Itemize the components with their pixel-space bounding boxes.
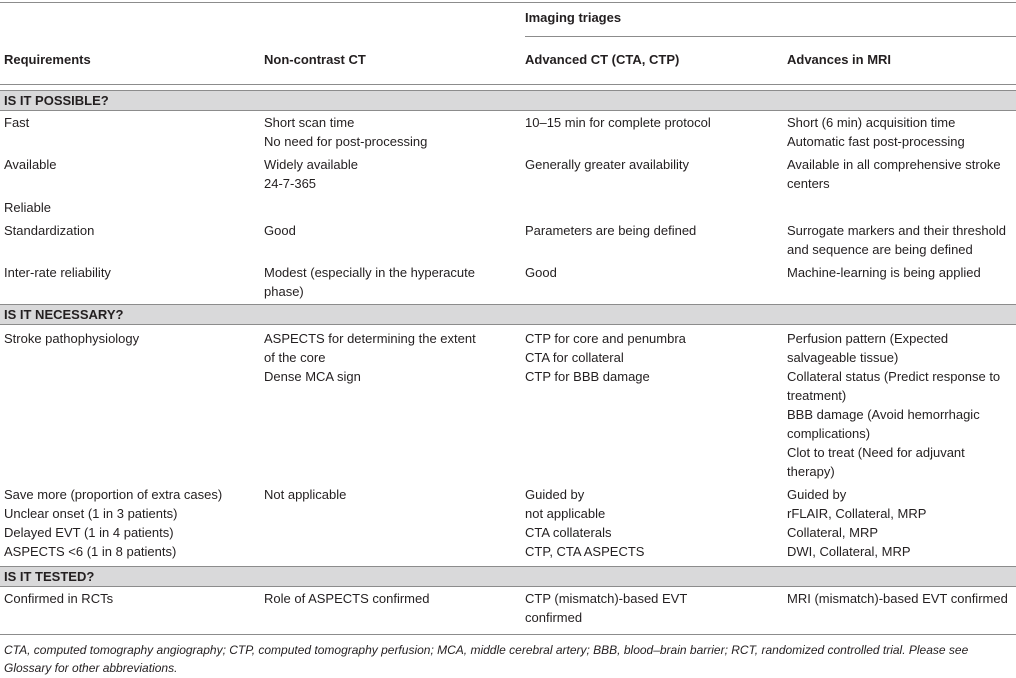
cell-line: Collateral status (Predict response to bbox=[787, 369, 1001, 384]
cell-line: CTP for BBB damage bbox=[525, 369, 650, 384]
table-cell bbox=[264, 113, 427, 151]
section-header bbox=[0, 90, 1016, 111]
cell-line: Reliable bbox=[4, 200, 51, 215]
cell-line: Guided by bbox=[525, 487, 585, 502]
cell-line: MRI (mismatch)-based EVT confirmed bbox=[787, 591, 1008, 606]
table-cell bbox=[525, 589, 687, 627]
table-cell bbox=[4, 221, 94, 240]
cell-line: therapy) bbox=[787, 464, 835, 479]
table-cell bbox=[787, 113, 965, 151]
table-cell bbox=[4, 155, 57, 174]
cell-line: Short scan time bbox=[264, 115, 355, 130]
cell-line: centers bbox=[787, 176, 830, 191]
cell-line: rFLAIR, Collateral, MRP bbox=[787, 506, 927, 521]
cell-line: Stroke pathophysiology bbox=[4, 331, 140, 346]
table-cell bbox=[4, 113, 29, 132]
table-cell bbox=[787, 221, 1006, 259]
cell-line: treatment) bbox=[787, 388, 847, 403]
cell-line: Available bbox=[4, 157, 57, 172]
cell-line: ASPECTS <6 (1 in 8 patients) bbox=[4, 544, 177, 559]
cell-line: Perfusion pattern (Expected bbox=[787, 331, 949, 346]
cell-line: Generally greater availability bbox=[525, 157, 690, 172]
cell-line: Modest (especially in the hyperacute bbox=[264, 265, 476, 280]
cell-line: complications) bbox=[787, 426, 871, 441]
section-title: IS IT NECESSARY? bbox=[4, 307, 124, 322]
top-rule bbox=[0, 2, 1016, 3]
table-cell bbox=[525, 113, 711, 132]
cell-line: CTP (mismatch)-based EVT bbox=[525, 591, 688, 606]
section-header bbox=[0, 304, 1016, 325]
group-header: Imaging triages bbox=[525, 10, 622, 25]
cell-line: not applicable bbox=[525, 506, 606, 521]
cell-line: confirmed bbox=[525, 610, 583, 625]
cell-line: Fast bbox=[4, 115, 30, 130]
bottom-rule bbox=[0, 634, 1016, 635]
table-cell bbox=[787, 329, 1000, 481]
cell-line: DWI, Collateral, MRP bbox=[787, 544, 911, 559]
cell-line: Not applicable bbox=[264, 487, 347, 502]
cell-line: Delayed EVT (1 in 4 patients) bbox=[4, 525, 174, 540]
table-cell bbox=[264, 155, 358, 193]
cell-line: 10–15 min for complete protocol bbox=[525, 115, 711, 130]
section-title: IS IT POSSIBLE? bbox=[4, 93, 109, 108]
table-cell bbox=[787, 589, 1008, 608]
cell-line: salvageable tissue) bbox=[787, 350, 899, 365]
table-cell bbox=[264, 329, 476, 386]
group-header-rule bbox=[525, 36, 1016, 37]
cell-line: CTA for collateral bbox=[525, 350, 624, 365]
header-rule bbox=[0, 84, 1016, 85]
table-cell bbox=[4, 589, 113, 608]
table-footnote: CTA, computed tomography angiography; CTP, computed tomography perfusion; MCA, middle cerebral artery; BBB, blood–brain barrier; RCT, randomized controlled trial. Please see Glossary for other abbreviations. bbox=[4, 643, 969, 675]
cell-line: CTA collaterals bbox=[525, 525, 612, 540]
table-cell bbox=[264, 485, 346, 504]
cell-line: No need for post-processing bbox=[264, 134, 428, 149]
table-cell bbox=[525, 329, 686, 386]
cell-line: Widely available bbox=[264, 157, 358, 172]
cell-line: Short (6 min) acquisition time bbox=[787, 115, 956, 130]
table-cell bbox=[264, 263, 475, 301]
cell-line: Guided by bbox=[787, 487, 847, 502]
cell-line: ASPECTS for determining the extent bbox=[264, 331, 476, 346]
cell-line: Machine-learning is being applied bbox=[787, 265, 981, 280]
cell-line: Good bbox=[264, 223, 296, 238]
cell-line: CTP, CTA ASPECTS bbox=[525, 544, 645, 559]
cell-line: Dense MCA sign bbox=[264, 369, 361, 384]
cell-line: Clot to treat (Need for adjuvant bbox=[787, 445, 965, 460]
section-header bbox=[0, 566, 1016, 587]
table-cell bbox=[525, 155, 689, 174]
table-cell bbox=[4, 198, 51, 217]
column-header-advances-mri: Advances in MRI bbox=[787, 52, 892, 67]
table-cell bbox=[264, 589, 429, 608]
table-cell bbox=[525, 485, 644, 561]
column-header-advanced-ct: Advanced CT (CTA, CTP) bbox=[525, 52, 680, 67]
column-header-non-contrast-ct: Non-contrast CT bbox=[264, 52, 366, 67]
cell-line: Collateral, MRP bbox=[787, 525, 879, 540]
table-cell bbox=[4, 485, 222, 561]
column-header-requirements: Requirements bbox=[4, 52, 91, 67]
table-cell bbox=[525, 263, 557, 282]
cell-line: CTP for core and penumbra bbox=[525, 331, 686, 346]
cell-line: Good bbox=[525, 265, 557, 280]
cell-line: Confirmed in RCTs bbox=[4, 591, 114, 606]
cell-line: Inter-rate reliability bbox=[4, 265, 111, 280]
cell-line: Standardization bbox=[4, 223, 95, 238]
table-cell bbox=[4, 263, 111, 282]
cell-line: Available in all comprehensive stroke bbox=[787, 157, 1001, 172]
cell-line: of the core bbox=[264, 350, 326, 365]
table-cell bbox=[4, 329, 139, 348]
table-cell bbox=[787, 155, 1001, 193]
cell-line: Automatic fast post-processing bbox=[787, 134, 965, 149]
table-cell bbox=[264, 221, 296, 240]
cell-line: 24-7-365 bbox=[264, 176, 317, 191]
cell-line: Surrogate markers and their threshold bbox=[787, 223, 1006, 238]
table-cell bbox=[787, 485, 926, 561]
table-cell bbox=[525, 221, 696, 240]
section-title: IS IT TESTED? bbox=[4, 569, 95, 584]
cell-line: Parameters are being defined bbox=[525, 223, 697, 238]
table-cell bbox=[787, 263, 981, 282]
cell-line: Role of ASPECTS confirmed bbox=[264, 591, 430, 606]
cell-line: Save more (proportion of extra cases) bbox=[4, 487, 223, 502]
cell-line: phase) bbox=[264, 284, 304, 299]
cell-line: BBB damage (Avoid hemorrhagic bbox=[787, 407, 980, 422]
cell-line: and sequence are being defined bbox=[787, 242, 973, 257]
cell-line: Unclear onset (1 in 3 patients) bbox=[4, 506, 178, 521]
